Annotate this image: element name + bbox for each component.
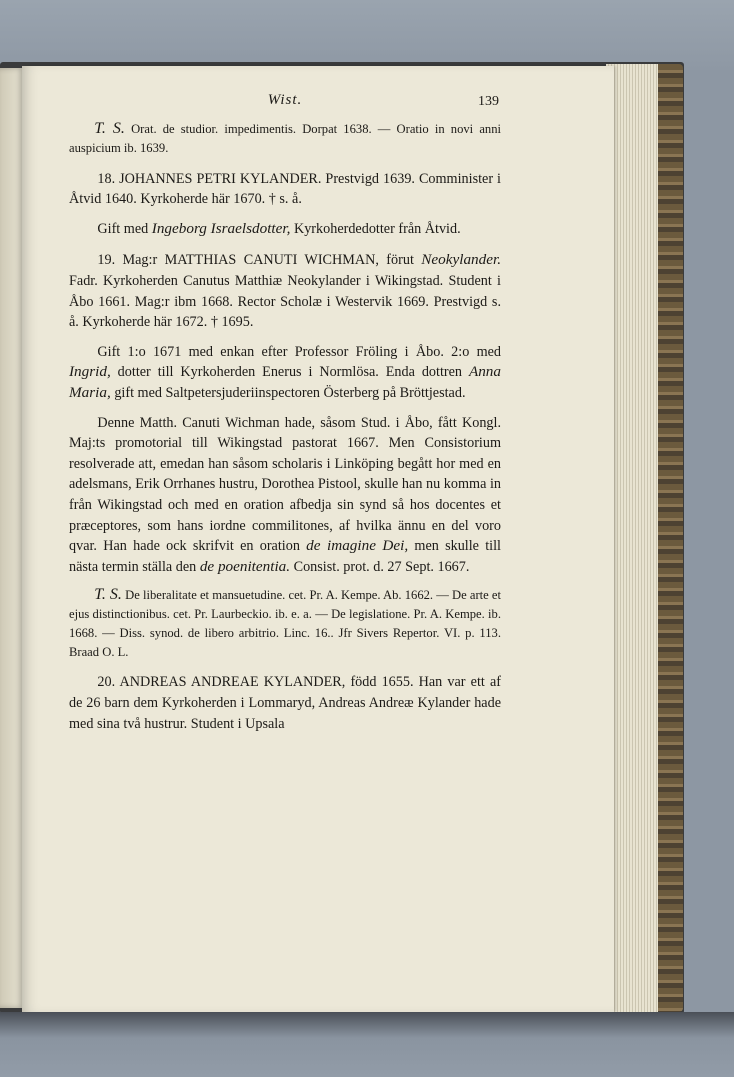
text-span: men skulle till nästa termin ställa den [69, 538, 501, 575]
text-span: 19. Mag:r MATTHIAS CANUTI WICHMAN, förut [97, 252, 422, 269]
entry-19-story [69, 413, 501, 578]
book-spine [655, 64, 683, 1012]
text-span: gift med Saltpetersjuderiinspectoren Österberg på Bröttjestad. [110, 384, 466, 401]
entry-18: 18. JOHANNES PETRI KYLANDER. Prestvigd 1639. Comminister i Åtvid 1640. Kyrkoherde här 1670. † s. å. [69, 170, 501, 208]
backdrop-bottom [0, 1012, 734, 1077]
ts-signature: T. S. [94, 586, 122, 604]
ts-paragraph-1 [69, 120, 501, 158]
entry-18-marriage [69, 219, 501, 240]
text-span: Fadr. Kyrkoherden Canutus Matthiæ Neokylander i Wikingstad. Student i Åbo 1661. Mag:r ibm 1668. Rector Scholæ i Westervik 1669. Prestvigd s. å. Kyrkoherde här 1672. † 1695. [69, 272, 501, 331]
running-head: Wist. [267, 92, 303, 108]
spouse-name: Ingeborg Israelsdotter, [151, 219, 291, 237]
oration-title-2: de poenitentia. [199, 557, 291, 575]
text-span: Gift med [97, 220, 152, 237]
entry-19-marriage [69, 342, 501, 404]
page-text [69, 90, 501, 734]
text-span: Gift 1:o 1671 med enkan efter Professor Fröling i Åbo. 2:o med [97, 343, 501, 360]
page-number: 139 [478, 94, 499, 109]
oration-title: de imagine Dei, [306, 537, 409, 555]
text-span: Consist. prot. d. 27 Sept. 1667. [290, 558, 470, 575]
entry-19 [69, 250, 501, 332]
ts-text: Orat. de studior. impedimentis. Dorpat 1638. — Oratio in novi anni auspicium ib. 1639. [69, 122, 502, 155]
text-span: Denne Matth. Canuti Wichman hade, såsom Stud. i Åbo, fått Kongl. Maj:ts promotorial till Wikingstad pastorat 1667. Men Consistorium resolverade att, emedan han såsom scholaris i Linköping begått hor med en adelsmans, Erik Orrhanes hustru, Dorothea Pistool, skulle han nu komma in från Wikingstad och med en oration afbedja sin synd så hos docentes et præceptores, som hans iordne commilitones, af hvilka ännu en del voro qvar. Han hade ock skrifvit en oration [69, 414, 501, 555]
text-span: Kyrkoherdedotter från Åtvid. [290, 220, 461, 237]
page-header [69, 90, 501, 114]
entry-20: 20. ANDREAS ANDREAE KYLANDER, född 1655. Han var ett af de 26 barn dem Kyrkoherden i Lommaryd, Andreas Andreæ Kylander hade med sina två hustrur. Student i Upsala [69, 674, 501, 732]
former-name: Neokylander. [421, 251, 501, 269]
left-page-edge [0, 68, 24, 1008]
daughter-name: Anna Maria, [69, 363, 501, 401]
text-span: dotter till Kyrkoherden Enerus i Normlösa. Enda dottren [110, 364, 469, 381]
spouse-name: Ingrid, [69, 363, 111, 381]
ts-signature: T. S. [94, 120, 125, 137]
backdrop [0, 0, 734, 70]
ts-paragraph-2 [69, 586, 501, 661]
ts-text: De liberalitate et mansuetudine. cet. Pr. A. Kempe. Ab. 1662. — De arte et ejus distinctionibus. cet. Pr. Laurbeckio. ib. e. a. — De legislatione. Pr. A. Kempe. ib. 1668. — Diss. synod. de libero arbitrio. Linc. 16.. Jfr Sivers Repertor. VI. p. 113. Braad O. L. [69, 588, 501, 659]
